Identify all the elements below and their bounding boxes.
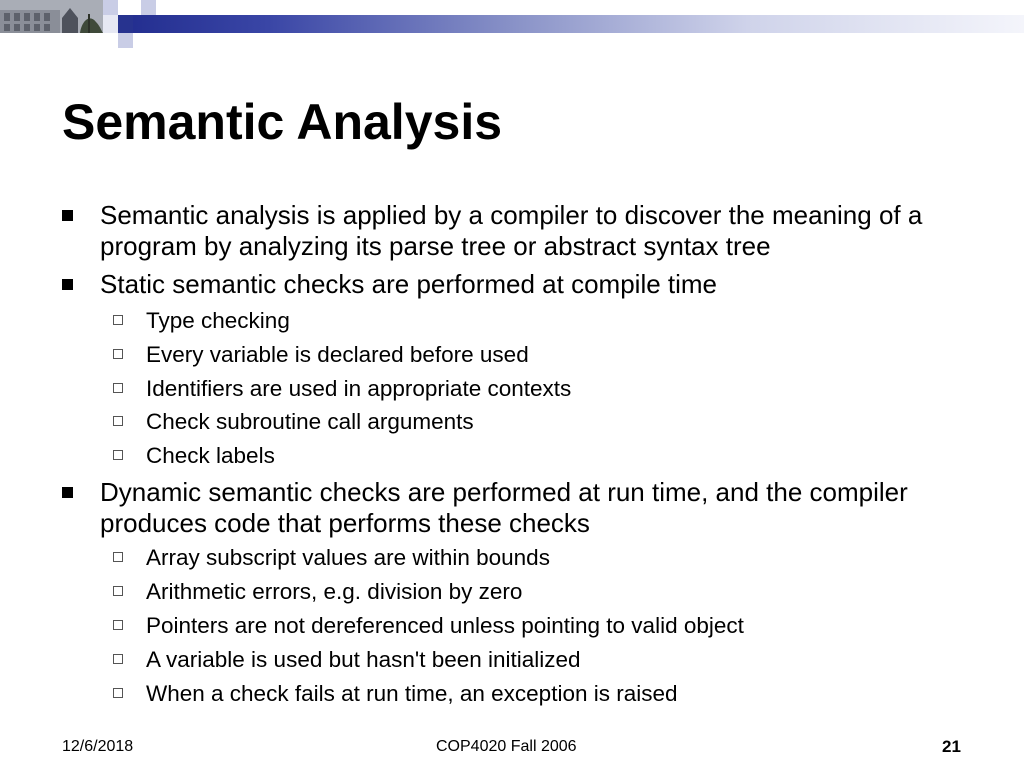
hollow-square-bullet-icon [113, 383, 123, 393]
bullet-text: Semantic analysis is applied by a compiler to discover the meaning of a program by analyzing its parse tree or abstract syntax tree [100, 200, 923, 261]
bullet-text: Static semantic checks are performed at compile time [100, 269, 718, 299]
hollow-square-bullet-icon [113, 688, 123, 698]
hollow-square-bullet-icon [113, 349, 123, 359]
footer-date: 12/6/2018 [62, 738, 134, 755]
subbullet-item [146, 341, 529, 368]
subbullet-item [146, 612, 744, 639]
square-bullet-icon [62, 487, 73, 498]
subbullet-item [146, 544, 550, 571]
subbullet-text: Identifiers are used in appropriate contexts [146, 376, 572, 401]
square-bullet-icon [62, 210, 73, 221]
hollow-square-bullet-icon [113, 552, 123, 562]
subbullet-item [146, 442, 275, 469]
subbullet-text: Check subroutine call arguments [146, 409, 474, 434]
subbullet-item [146, 578, 522, 605]
subbullet-text: Check labels [146, 443, 275, 468]
hollow-square-bullet-icon [113, 586, 123, 596]
slide-title: Semantic Analysis [62, 94, 503, 150]
footer-course: COP4020 Fall 2006 [436, 738, 577, 755]
hollow-square-bullet-icon [113, 315, 123, 325]
subbullet-item [146, 375, 571, 402]
hollow-square-bullet-icon [113, 654, 123, 664]
hollow-square-bullet-icon [113, 450, 123, 460]
bullet-item [100, 269, 970, 300]
subbullet-text: A variable is used but hasn't been initialized [146, 647, 581, 672]
subbullet-item [146, 307, 290, 334]
hollow-square-bullet-icon [113, 416, 123, 426]
hollow-square-bullet-icon [113, 620, 123, 630]
bullet-item [100, 200, 970, 262]
footer-page-number: 21 [942, 737, 961, 756]
subbullet-item [146, 408, 474, 435]
bullet-text: Dynamic semantic checks are performed at run time, and the compiler produces code that performs these checks [100, 477, 908, 538]
subbullet-text: Pointers are not dereferenced unless pointing to valid object [146, 613, 744, 638]
subbullet-text: Every variable is declared before used [146, 342, 529, 367]
subbullet-text: Arithmetic errors, e.g. division by zero [146, 579, 523, 604]
square-bullet-icon [62, 279, 73, 290]
bullet-item [100, 477, 970, 539]
subbullet-item [146, 646, 581, 673]
subbullet-text: Array subscript values are within bounds [146, 545, 550, 570]
subbullet-text: When a check fails at run time, an exception is raised [146, 681, 678, 706]
subbullet-item [146, 680, 678, 707]
subbullet-text: Type checking [146, 308, 290, 333]
